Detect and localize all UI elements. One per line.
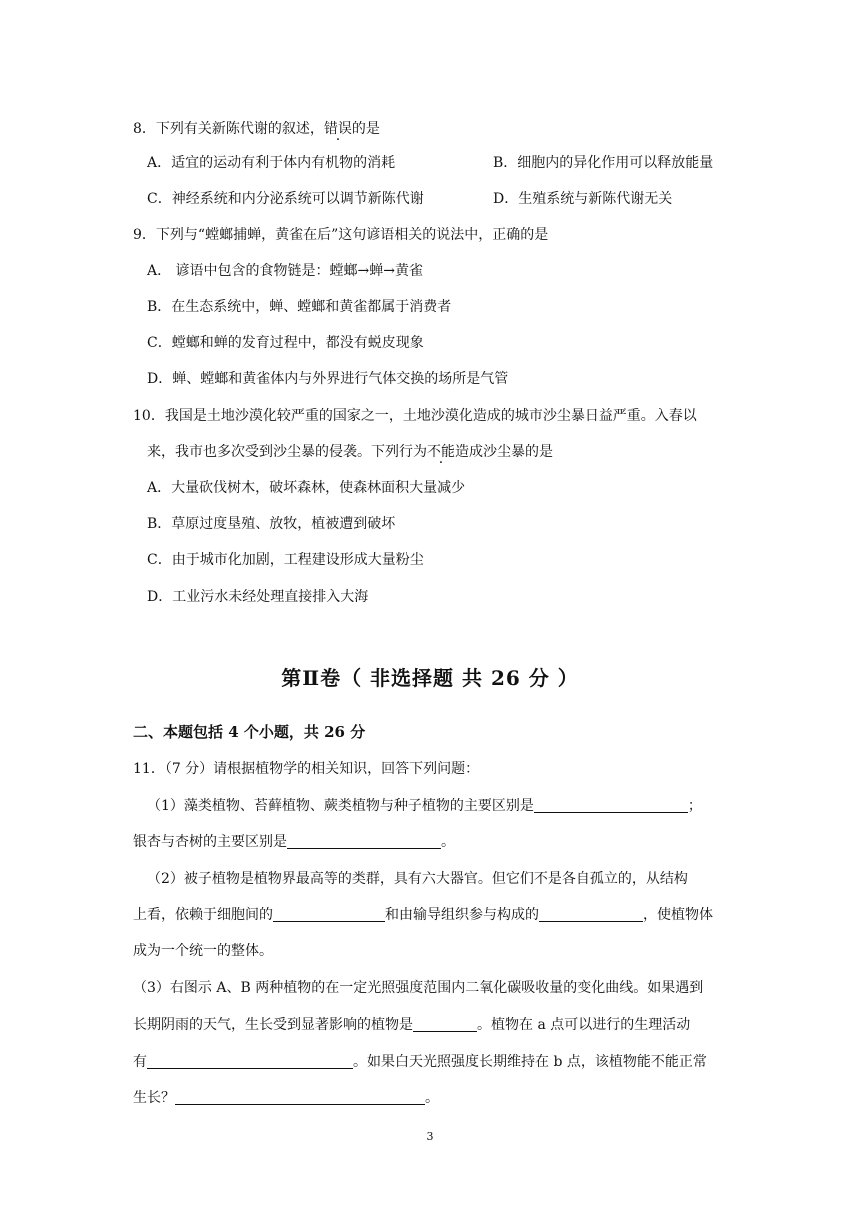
q11-part3-line3: 有 。如果白天光照强度长期维持在 b 点，该植物能不能正常 (133, 1054, 707, 1070)
q11-part1-line2: 银杏与杏树的主要区别是 。 (133, 834, 455, 850)
q11-stem: 11．（7 分）请根据植物学的相关知识，回答下列问题： (133, 761, 480, 777)
q10-option-d: D．工业污水未经处理直接排入大海 (147, 589, 369, 605)
q11-part3-line1: （3）右图示 A、B 两种植物的在一定光照强度范围内二氧化碳吸收量的变化曲线。如果遇到 (133, 980, 704, 996)
answer-blank-6[interactable] (147, 1054, 353, 1069)
q9-option-b: B．在生态系统中，蝉、螳螂和黄雀都属于消费者 (147, 299, 452, 315)
q9-option-d: D．蝉、螳螂和黄雀体内与外界进行气体交换的场所是气管 (147, 371, 509, 387)
page-number: 3 (426, 1130, 434, 1143)
q8-stem: 8．下列有关新陈代谢的叙述，错误的是 (133, 121, 380, 137)
answer-blank-7[interactable] (175, 1090, 425, 1105)
answer-blank-3[interactable] (273, 907, 385, 922)
q10-option-a: A．大量砍伐树木，破坏森林，使森林面积大量减少 (147, 480, 466, 496)
q10-option-b: B．草原过度垦殖、放牧，植被遭到破坏 (147, 516, 396, 532)
q9-option-c: C．螳螂和蝉的发育过程中，都没有蜕皮现象 (147, 335, 424, 351)
q9-option-a: A． 谚语中包含的食物链是：螳螂→蝉→黄雀 (147, 263, 424, 279)
section-title: 第Ⅱ卷（ 非选择题 共 26 分 ） (281, 666, 579, 690)
part2-heading: 二、本题包括 4 个小题，共 26 分 (133, 723, 366, 741)
q11-part1-line1: （1）藻类植物、苔藓植物、蕨类植物与种子植物的主要区别是 ； (147, 798, 702, 814)
q8-option-b: B．细胞内的异化作用可以释放能量 (493, 155, 714, 171)
q11-part2-line2: 上看，依赖于细胞间的 和由输导组织参与构成的 ，使植物体 (133, 907, 713, 923)
q8-option-c: C．神经系统和内分泌系统可以调节新陈代谢 (147, 191, 424, 207)
q8-option-d: D．生殖系统与新陈代谢无关 (493, 191, 673, 207)
q9-stem: 9．下列与“螳螂捕蝉，黄雀在后”这句谚语相关的说法中，正确的是 (133, 227, 549, 243)
q11-part2-line3: 成为一个统一的整体。 (133, 943, 273, 959)
q11-part2-line1: （2）被子植物是植物界最高等的类群，具有六大器官。但它们不是各自孤立的，从结构 (147, 871, 688, 887)
q10-option-c: C．由于城市化加剧，工程建设形成大量粉尘 (147, 552, 424, 568)
answer-blank-5[interactable] (413, 1017, 477, 1032)
answer-blank-1[interactable] (534, 798, 688, 813)
q10-stem-line1: 10．我国是土地沙漠化较严重的国家之一，土地沙漠化造成的城市沙尘暴日益严重。入春以 (133, 408, 697, 424)
q11-part3-line2: 长期阴雨的天气，生长受到显著影响的植物是 。植物在 a 点可以进行的生理活动 (133, 1017, 691, 1033)
q8-option-a: A．适宜的运动有利于体内有机物的消耗 (147, 155, 396, 171)
q11-part3-line4: 生长？ 。 (133, 1090, 439, 1106)
q10-stem-line2: 来，我市也多次受到沙尘暴的侵袭。下列行为不能造成沙尘暴的是 (147, 444, 553, 460)
answer-blank-2[interactable] (287, 834, 441, 849)
answer-blank-4[interactable] (539, 907, 643, 922)
